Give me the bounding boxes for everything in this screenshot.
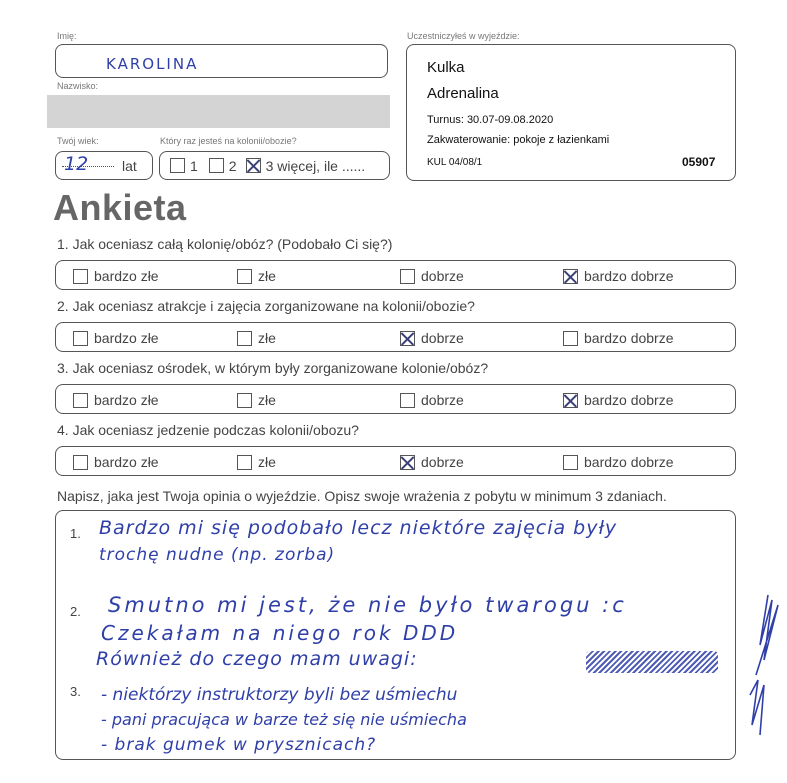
q2-label-bad: złe (258, 330, 276, 346)
participant-line1: Kulka (427, 59, 465, 76)
q4-label-very-good: bardzo dobrze (584, 454, 674, 470)
q1-label-good: dobrze (421, 268, 464, 284)
signature-scribble (738, 585, 783, 745)
answer-2-line-2: Czekałam na niego rok DDD (101, 621, 459, 645)
answer-number-1: 1. (70, 526, 81, 541)
times-option-3: 3 więcej, ile ...... (265, 157, 366, 174)
surname-redacted (47, 95, 390, 128)
participant-turnus: Turnus: 30.07-09.08.2020 (427, 114, 554, 126)
q4-label-very-bad: bardzo złe (94, 454, 159, 470)
age-unit: lat (122, 158, 137, 174)
q1-option-good[interactable] (400, 269, 415, 284)
q4-label-good: dobrze (421, 454, 464, 470)
answer-3-line-2: - pani pracująca w barze też się nie uśmiecha (101, 710, 467, 729)
answer-3-line-3: - brak gumek w prysznicach? (101, 735, 377, 755)
answer-1-line-1: Bardzo mi się podobało lecz niektóre zajęcia były (99, 517, 618, 539)
q3-option-bad[interactable] (237, 393, 252, 408)
times-option-1: 1 (190, 157, 198, 174)
q3-option-good[interactable] (400, 393, 415, 408)
q4-option-bad[interactable] (237, 455, 252, 470)
answer-row-2 (55, 322, 736, 352)
question-1: 1. Jak oceniasz całą kolonię/obóz? (Podobało Ci się?) (57, 236, 393, 252)
times-option-2: 2 (228, 157, 237, 174)
times-checkbox-2[interactable] (209, 158, 224, 173)
q1-option-bad[interactable] (237, 269, 252, 284)
q1-label-very-bad: bardzo złe (94, 268, 159, 284)
surname-label: Nazwisko: (57, 81, 99, 91)
q2-option-bad[interactable] (237, 331, 252, 346)
answer-1-line-2: trochę nudne (np. zorba) (99, 545, 336, 565)
answer-row-4 (55, 446, 736, 476)
name-label: Imię: (57, 31, 77, 41)
q2-option-good[interactable] (400, 331, 415, 346)
name-value: KAROLINA (106, 55, 199, 73)
times-checkbox-3[interactable] (246, 158, 261, 173)
q4-option-good[interactable] (400, 455, 415, 470)
q4-option-very-good[interactable] (563, 455, 578, 470)
q1-label-very-good: bardzo dobrze (584, 268, 674, 284)
answer-2-line-1: Smutno mi jest, że nie było twarogu :c (108, 593, 627, 617)
q3-option-very-bad[interactable] (73, 393, 88, 408)
q2-label-very-good: bardzo dobrze (584, 330, 674, 346)
question-2: 2. Jak oceniasz atrakcje i zajęcia zorganizowane na kolonii/obozie? (57, 298, 475, 314)
times-checkbox-1[interactable] (170, 158, 185, 173)
participant-card (406, 44, 736, 181)
age-label: Twój wiek: (57, 136, 99, 146)
answer-2-line-3: Również do czego mam uwagi: (96, 648, 418, 670)
q1-option-very-bad[interactable] (73, 269, 88, 284)
answer-row-3 (55, 384, 736, 414)
q3-label-good: dobrze (421, 392, 464, 408)
q1-label-bad: złe (258, 268, 276, 284)
q4-option-very-bad[interactable] (73, 455, 88, 470)
participant-label: Uczestniczyłeś w wyjeździe: (407, 31, 520, 41)
age-value: 12 (64, 153, 89, 175)
participant-code: KUL 04/08/1 (427, 157, 483, 168)
crossed-out-scribble (586, 651, 718, 673)
times-label: Który raz jesteś na kolonii/obozie? (160, 136, 297, 146)
q3-label-bad: złe (258, 392, 276, 408)
question-3: 3. Jak oceniasz ośrodek, w którym były zorganizowane kolonie/obóz? (57, 360, 489, 376)
name-field[interactable] (55, 44, 388, 78)
q2-label-good: dobrze (421, 330, 464, 346)
q3-option-very-good[interactable] (563, 393, 578, 408)
q1-option-very-good[interactable] (563, 269, 578, 284)
participant-line2: Adrenalina (427, 85, 499, 102)
q4-label-bad: złe (258, 454, 276, 470)
q3-label-very-bad: bardzo złe (94, 392, 159, 408)
q3-label-very-good: bardzo dobrze (584, 392, 674, 408)
times-field (159, 151, 390, 180)
answer-row-1 (55, 260, 736, 290)
participant-number: 05907 (682, 155, 716, 169)
answer-3-line-1: - niektórzy instruktorzy byli bez uśmiechu (101, 685, 458, 705)
answer-number-3: 3. (70, 684, 81, 699)
q2-option-very-bad[interactable] (73, 331, 88, 346)
age-field[interactable] (55, 151, 153, 180)
opinion-box[interactable] (55, 510, 736, 760)
opinion-prompt: Napisz, jaka jest Twoja opinia o wyjeździe. Opisz swoje wrażenia z pobytu w minimum 3 zdaniach. (57, 488, 667, 504)
q2-label-very-bad: bardzo złe (94, 330, 159, 346)
answer-number-2: 2. (70, 604, 81, 619)
survey-title: Ankieta (53, 187, 187, 228)
q2-option-very-good[interactable] (563, 331, 578, 346)
participant-accommodation: Zakwaterowanie: pokoje z łazienkami (427, 134, 610, 146)
question-4: 4. Jak oceniasz jedzenie podczas kolonii/obozu? (57, 422, 359, 438)
